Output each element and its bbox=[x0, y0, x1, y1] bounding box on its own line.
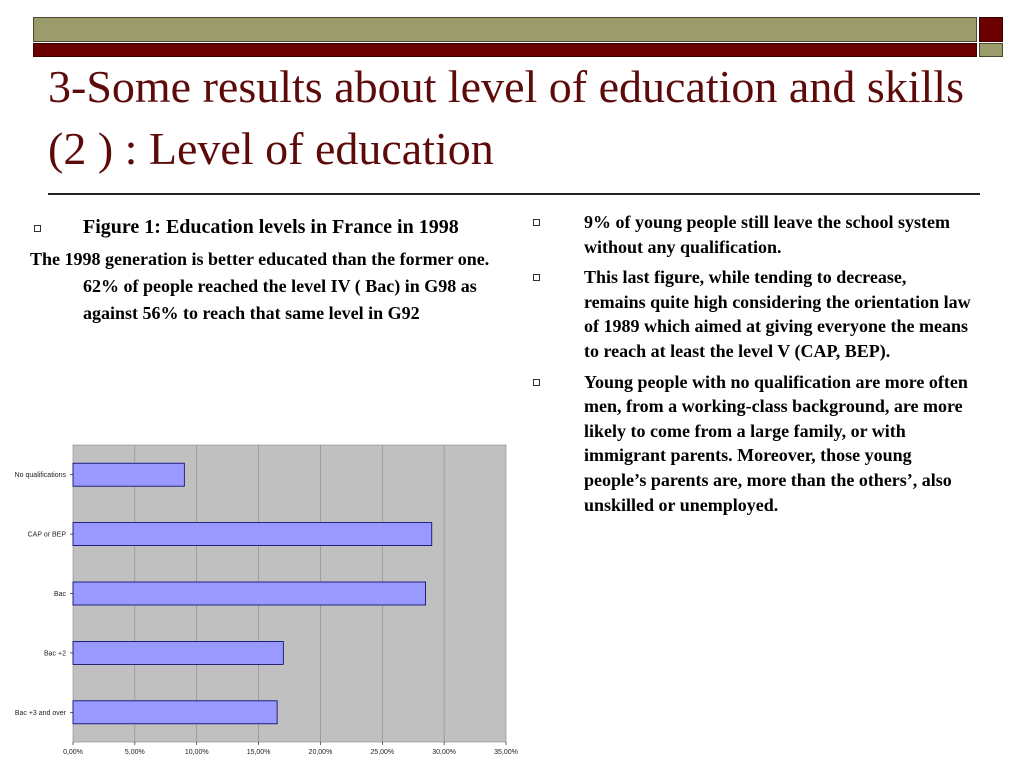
slide-title: 3-Some results about level of education and skills (2 ) : Level of education bbox=[48, 61, 964, 174]
bullet-item bbox=[532, 210, 972, 259]
figure-heading-text: Figure 1: Education levels in France in 1998 bbox=[83, 216, 459, 238]
square-bullet-icon bbox=[34, 225, 41, 232]
x-tick-label: 35,00% bbox=[494, 749, 518, 756]
left-column bbox=[30, 214, 500, 327]
y-tick-label: Bac bbox=[53, 591, 66, 598]
bullet-item bbox=[532, 265, 972, 363]
square-bullet-icon bbox=[533, 379, 540, 386]
header-bar-red bbox=[33, 43, 977, 57]
education-levels-bar-chart bbox=[0, 440, 530, 765]
bullet-item bbox=[532, 370, 972, 518]
x-tick-label: 15,00% bbox=[246, 749, 271, 756]
bar bbox=[73, 463, 184, 486]
header-square-olive bbox=[979, 43, 1003, 57]
right-column bbox=[532, 210, 972, 523]
header-bar-olive bbox=[33, 17, 977, 42]
bar bbox=[73, 582, 426, 605]
square-bullet-icon bbox=[533, 219, 540, 226]
figure-description: The 1998 generation is better educated than the former one. 62% of people reached the level IV ( Bac) in G98 as against 56% to reach that same level in G92 bbox=[30, 249, 490, 323]
x-tick-label: 5,00% bbox=[124, 749, 145, 756]
square-bullet-icon bbox=[533, 274, 540, 281]
y-tick-label: Bac +3 and over bbox=[14, 709, 66, 717]
title-divider bbox=[48, 193, 980, 195]
figure-heading bbox=[30, 214, 500, 240]
bullet-text: This last figure, while tending to decrease, remains quite high considering the orientation law of 1989 which aimed at giving everyone the means to reach at least the level V (CAP, BEP). bbox=[584, 267, 971, 361]
y-tick-label: Bac +2 bbox=[44, 650, 66, 658]
x-tick-label: 10,00% bbox=[184, 749, 209, 756]
bullet-text: 9% of young people still leave the school system without any qualification. bbox=[584, 212, 950, 257]
y-tick-label: CAP or BEP bbox=[27, 531, 66, 539]
x-tick-label: 20,00% bbox=[308, 749, 333, 756]
bar bbox=[73, 523, 432, 546]
header-square-red bbox=[979, 17, 1003, 42]
x-tick-label: 25,00% bbox=[370, 749, 395, 756]
bar bbox=[73, 701, 277, 724]
x-tick-label: 30,00% bbox=[432, 749, 457, 756]
x-tick-label: 0,00% bbox=[63, 749, 83, 756]
bullet-text: Young people with no qualification are more often men, from a working-class background, are more likely to come from a large family, or with immigrant parents. Moreover, those young people’s parents are, more than the others’, also unskilled or unemployed. bbox=[584, 371, 968, 515]
y-tick-label: No qualifications bbox=[14, 472, 66, 480]
bar bbox=[73, 641, 283, 664]
